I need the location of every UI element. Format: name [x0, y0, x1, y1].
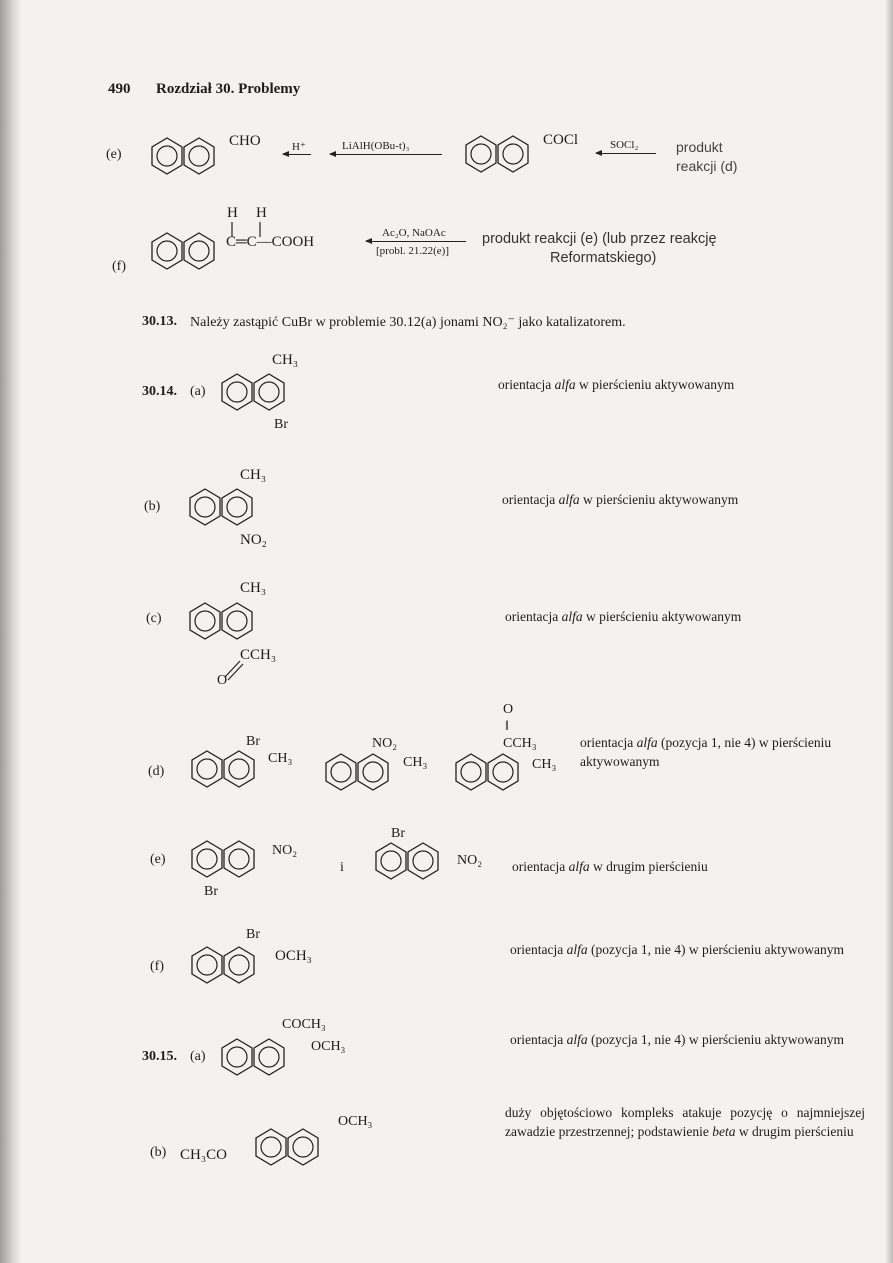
- page-number: 490: [108, 81, 131, 97]
- oxygen-label: O: [503, 702, 514, 717]
- naphthalene-structure: [142, 131, 226, 183]
- problem-number: 30.15.: [142, 1049, 177, 1064]
- substituent-top: CH₃: [240, 580, 267, 596]
- naphthalene-structure: [142, 226, 226, 278]
- substituent-side: CH₃: [268, 751, 293, 766]
- naphthalene-structure: [212, 1032, 296, 1084]
- substituent-side: OCH₃: [275, 948, 312, 964]
- orientation-description: orientacja alfa w pierścieniu aktywowanym: [498, 377, 735, 392]
- naphthalene-structure: [446, 747, 530, 799]
- substituent-top: NO₂: [372, 736, 398, 751]
- hydrogen-label: H: [256, 205, 267, 221]
- source-text: Reformatskiego): [550, 250, 657, 266]
- carbonyl-bond: ‖: [505, 719, 509, 734]
- reagent-label: SOCl₂: [610, 139, 639, 151]
- reaction-arrow: [366, 241, 466, 242]
- orientation-description: orientacja alfa w pierścieniu aktywowanym: [505, 609, 742, 624]
- naphthalene-structure: [316, 747, 400, 799]
- reaction-arrow: [283, 154, 311, 155]
- source-text: produkt reakcji (e) (lub przez reakcję: [482, 231, 717, 247]
- substituent-left: CH₃CO: [180, 1147, 227, 1163]
- item-d-label: (d): [148, 764, 165, 779]
- substituent-side: OCH₃: [311, 1039, 346, 1054]
- reagent-label: LiAlH(OBu-t)₃: [342, 140, 410, 152]
- orientation-description: orientacja alfa (pozycja 1, nie 4) w pierścieniu aktywowanym: [510, 1032, 845, 1047]
- reagent-label: H⁺: [292, 141, 306, 153]
- propenoic-chain: C═C—COOH: [226, 234, 315, 250]
- substituent-top: COCH₃: [282, 1017, 326, 1032]
- substituent-side: NO₂: [457, 853, 483, 868]
- naphthalene-structure: [180, 596, 264, 648]
- item-a-label: (a): [190, 384, 206, 399]
- substituent-bottom: NO₂: [240, 532, 267, 548]
- problem-number: 30.14.: [142, 384, 177, 399]
- substituent-top: Br: [246, 927, 260, 942]
- substituent-side: OCH₃: [338, 1114, 373, 1129]
- naphthalene-structure: [180, 482, 264, 534]
- substituent-top: Br: [391, 826, 405, 841]
- substituent-side: CH₃: [403, 755, 428, 770]
- orientation-description: orientacja alfa w pierścieniu aktywowanym: [502, 492, 739, 507]
- substituent-bottom: Br: [204, 884, 218, 899]
- orientation-description: orientacja alfa (pozycja 1, nie 4) w pierścieniu aktywowanym: [510, 942, 845, 957]
- acetyl-group: CCH₃: [503, 736, 537, 751]
- problem-number: 30.13.: [142, 314, 177, 329]
- substituent-side: CH₃: [532, 757, 557, 772]
- aldehyde-group: CHO: [229, 133, 261, 149]
- naphthalene-structure: [246, 1122, 330, 1174]
- page-binding-shadow: [0, 0, 22, 1263]
- source-text: reakcji (d): [676, 158, 738, 174]
- orientation-description: orientacja alfa (pozycja 1, nie 4) w pierścieniu aktywowanym: [580, 735, 832, 769]
- item-b-label: (b): [150, 1145, 167, 1160]
- acetyl-group: CCH₃: [240, 647, 277, 663]
- substituent-bottom: Br: [274, 417, 288, 432]
- substituent-side: NO₂: [272, 843, 298, 858]
- naphthalene-structure: [366, 836, 450, 888]
- substituent-top: Br: [246, 734, 260, 749]
- item-f-label: (f): [150, 959, 164, 974]
- item-f-label: (f): [112, 259, 126, 274]
- orientation-description: orientacja alfa w drugim pierścieniu: [512, 859, 708, 874]
- item-e-label: (e): [106, 147, 122, 162]
- problem-text: Należy zastąpić CuBr w problemie 30.12(a) jonami NO₂⁻ jako katalizatorem.: [190, 315, 626, 330]
- naphthalene-structure: [182, 744, 266, 796]
- substituent-top: CH₃: [272, 352, 299, 368]
- running-head: Rozdział 30. Problemy: [156, 81, 301, 97]
- item-c-label: (c): [146, 611, 162, 626]
- naphthalene-structure: [182, 940, 266, 992]
- conjunction: i: [340, 860, 344, 875]
- page-edge-shadow: [885, 0, 893, 1263]
- item-a-label: (a): [190, 1049, 206, 1064]
- naphthalene-structure: [182, 834, 266, 886]
- reaction-arrow: [596, 153, 656, 154]
- item-b-label: (b): [144, 499, 161, 514]
- naphthalene-structure: [212, 367, 296, 419]
- item-e-label: (e): [150, 852, 166, 867]
- source-text: produkt: [676, 139, 723, 155]
- reagent-label: [probl. 21.22(e)]: [376, 245, 450, 257]
- hydrogen-label: H: [227, 205, 238, 221]
- reagent-label: Ac₂O, NaOAc: [382, 227, 446, 239]
- orientation-description: duży objętościowo kompleks atakuje pozycję o najmniejszej zawadzie przestrzennej; podstawienie beta w drugim pierścieniu: [505, 1105, 865, 1139]
- naphthalene-structure: [456, 129, 540, 181]
- substituent-top: CH₃: [240, 467, 267, 483]
- oxygen-label: O: [217, 673, 228, 688]
- acyl-chloride-group: COCl: [543, 132, 579, 148]
- reaction-arrow: [330, 154, 442, 155]
